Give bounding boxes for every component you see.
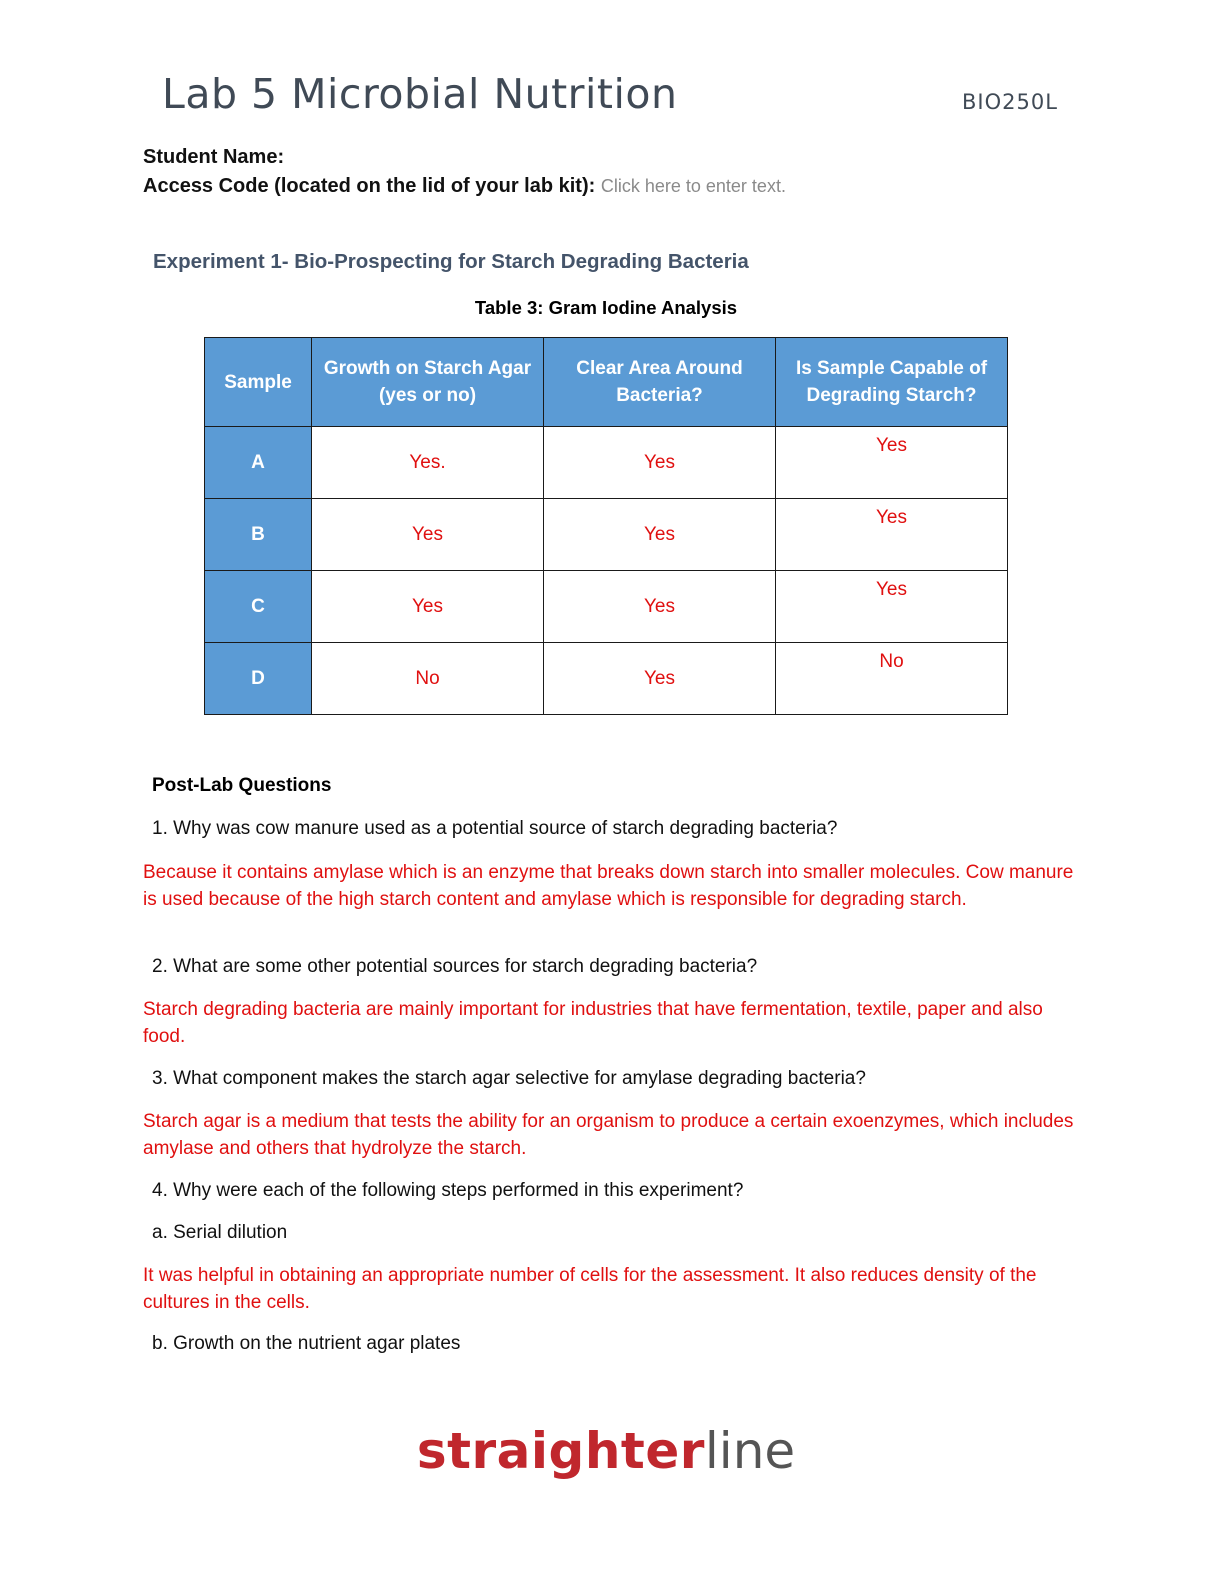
capable-cell: No — [776, 643, 1008, 715]
capable-cell: Yes — [776, 427, 1008, 499]
question-1: 1. Why was cow manure used as a potential source of starch degrading bacteria? — [152, 818, 838, 839]
table-row — [205, 499, 1008, 571]
table-row — [205, 427, 1008, 499]
question-4b: b. Growth on the nutrient agar plates — [152, 1333, 461, 1354]
answer-3[interactable]: Starch agar is a medium that tests the ability for an organism to produce a certain exoenzymes, which includes amylase and others that hydrolyze the starch. — [143, 1111, 1074, 1159]
growth-cell: Yes. — [312, 427, 544, 499]
column-header-clear-area: Clear Area Around Bacteria? — [544, 338, 776, 427]
column-header-sample: Sample — [205, 338, 312, 427]
table-row — [205, 571, 1008, 643]
capable-cell: Yes — [776, 499, 1008, 571]
clear-area-cell: Yes — [544, 571, 776, 643]
growth-cell: Yes — [312, 499, 544, 571]
course-code: BIO250L — [962, 90, 1058, 114]
question-4a: a. Serial dilution — [152, 1222, 288, 1243]
clear-area-cell: Yes — [544, 427, 776, 499]
experiment-heading: Experiment 1- Bio-Prospecting for Starch Degrading Bacteria — [153, 250, 749, 273]
growth-cell: Yes — [312, 571, 544, 643]
sample-cell: C — [205, 571, 312, 643]
clear-area-cell: Yes — [544, 643, 776, 715]
question-2: 2. What are some other potential sources for starch degrading bacteria? — [152, 956, 758, 977]
sample-cell: B — [205, 499, 312, 571]
gram-iodine-table — [204, 337, 1008, 715]
student-name-label: Student Name: — [143, 146, 285, 168]
table-header-row — [205, 338, 1008, 427]
logo-light-text: line — [704, 1422, 796, 1480]
question-4: 4. Why were each of the following steps performed in this experiment? — [152, 1180, 744, 1201]
answer-4a[interactable]: It was helpful in obtaining an appropriate number of cells for the assessment. It also reduces density of the cultures in the cells. — [143, 1265, 1037, 1313]
straighterline-logo — [0, 1422, 1212, 1480]
table-row — [205, 643, 1008, 715]
growth-cell: No — [312, 643, 544, 715]
sample-cell: A — [205, 427, 312, 499]
answer-2[interactable]: Starch degrading bacteria are mainly important for industries that have fermentation, textile, paper and also food. — [143, 999, 1043, 1047]
column-header-growth: Growth on Starch Agar (yes or no) — [312, 338, 544, 427]
sample-cell: D — [205, 643, 312, 715]
access-code-field[interactable]: Click here to enter text. — [600, 176, 786, 196]
question-3: 3. What component makes the starch agar selective for amylase degrading bacteria? — [152, 1068, 866, 1089]
logo-bold-text: straighter — [416, 1422, 705, 1480]
column-header-capable: Is Sample Capable of Degrading Starch? — [776, 338, 1008, 427]
clear-area-cell: Yes — [544, 499, 776, 571]
access-code-label: Access Code (located on the lid of your lab kit): — [143, 175, 596, 197]
table-caption: Table 3: Gram Iodine Analysis — [474, 297, 738, 318]
capable-cell: Yes — [776, 571, 1008, 643]
answer-1[interactable]: Because it contains amylase which is an enzyme that breaks down starch into smaller molecules. Cow manure is used because of the high starch content and amylase which is responsible for degrading starch. — [143, 862, 1074, 910]
page-title: Lab 5 Microbial Nutrition — [162, 70, 678, 118]
postlab-heading: Post-Lab Questions — [152, 775, 332, 796]
access-code-row — [143, 175, 786, 198]
